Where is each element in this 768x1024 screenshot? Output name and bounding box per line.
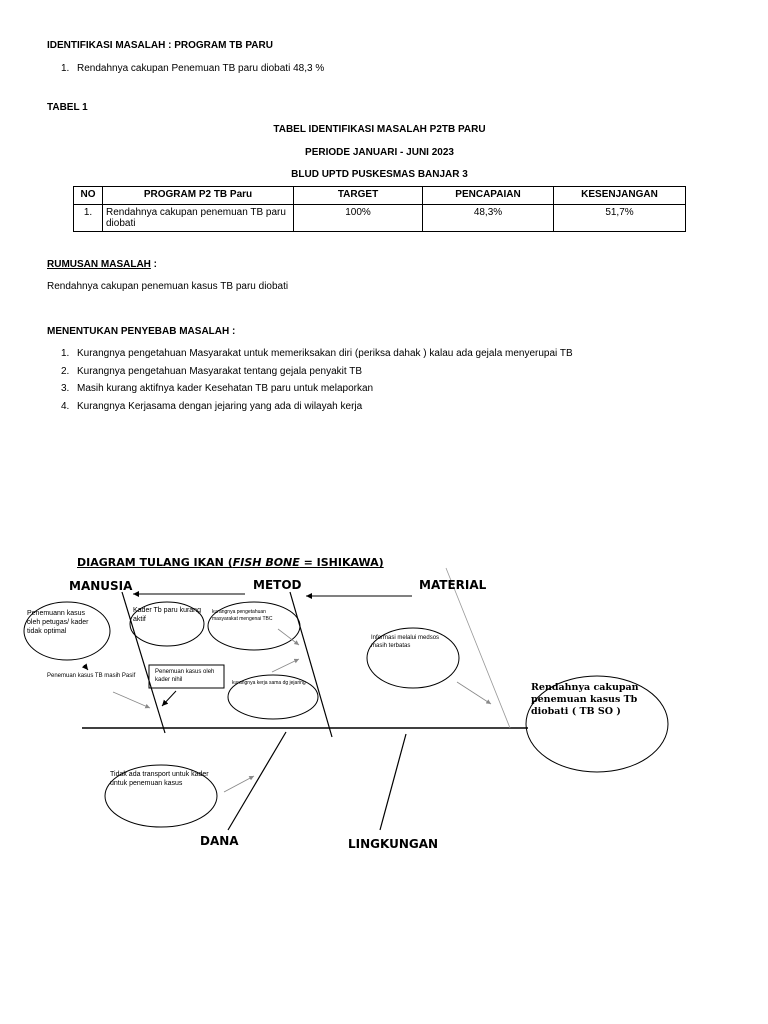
col-program: PROGRAM P2 TB Paru <box>103 187 294 205</box>
cell-kesenjangan: 51,7% <box>554 205 686 232</box>
note-manusia1: Penemuann kasus oleh petugas/ kader tidak optimal <box>27 610 89 635</box>
note-metod4: kurangnya kerja sama dg jejaring <box>232 680 306 686</box>
arrow-small <box>113 692 150 708</box>
table-org: BLUD UPTD PUSKESMAS BANJAR 3 <box>291 169 468 180</box>
category-manusia: MANUSIA <box>69 579 133 593</box>
cell-no: 1. <box>74 205 103 232</box>
note-material1: Informasi melalui medsos masih terbatas <box>371 635 440 649</box>
arrow-small <box>457 682 491 704</box>
rumusan-colon: : <box>150 259 157 270</box>
cell-target: 100% <box>294 205 423 232</box>
arrow-small <box>278 629 299 645</box>
list-item-number: 4. <box>61 400 70 412</box>
arrow-small <box>272 659 299 672</box>
category-metod: METOD <box>253 578 302 592</box>
list-item-text: Kurangnya pengetahuan Masyarakat tentang gejala penyakit TB <box>77 365 363 377</box>
list-item-text: Kurangnya pengetahuan Masyarakat untuk memeriksakan diri (periksa dahak ) kalau ada gejala menyerupai TB <box>77 348 573 359</box>
diagram-title-c: = ISHIKAWA) <box>299 556 384 569</box>
list-item-number: 1. <box>61 348 70 359</box>
cell-pencapaian: 48,3% <box>423 205 554 232</box>
category-lingkungan: LINGKUNGAN <box>348 837 439 851</box>
note-metod1: Kader Tb paru kurang aktif <box>133 607 201 623</box>
list-item-text: Masih kurang aktifnya kader Kesehatan TB paru untuk melaporkan <box>77 383 374 394</box>
table-period: PERIODE JANUARI - JUNI 2023 <box>305 147 454 158</box>
list-item-number: 1. <box>61 63 70 74</box>
effect-text: Rendahnya cakupan penemuan kasus Tb diobati ( TB SO ) <box>531 682 639 717</box>
table-label: TABEL 1 <box>47 102 88 113</box>
note-manusia2: Penemuan kasus TB masih Pasif <box>47 673 136 679</box>
cell-program: Rendahnya cakupan penemuan TB paru diobati <box>103 205 294 232</box>
note-metod2: Penemuan kasus oleh kader nihil <box>155 669 215 683</box>
category-material: MATERIAL <box>419 578 487 592</box>
list-item-number: 2. <box>61 365 70 377</box>
arrow-small <box>224 776 254 792</box>
arrow-small <box>84 665 88 670</box>
table-title: TABEL IDENTIFIKASI MASALAH P2TB PARU <box>273 124 486 135</box>
penyebab-heading: MENENTUKAN PENYEBAB MASALAH : <box>47 326 236 337</box>
bone-dana <box>228 732 286 830</box>
list-item-number: 3. <box>61 383 70 394</box>
note-dana1: Tidak ada transport untuk kader untuk penemuan kasus <box>110 771 209 787</box>
arrow-small <box>162 691 176 706</box>
col-kesenjangan: KESENJANGAN <box>554 187 686 205</box>
col-pencapaian: PENCAPAIAN <box>423 187 554 205</box>
diagram-title-b: FISH BONE <box>232 556 300 569</box>
bone-metod <box>290 592 332 737</box>
list-item-text: Kurangnya Kerjasama dengan jejaring yang ada di wilayah kerja <box>77 400 363 412</box>
note-metod3: kurangnya pengetahuan masyarakat mengenai TBC <box>212 609 273 622</box>
col-target: TARGET <box>294 187 423 205</box>
list-item-text: Rendahnya cakupan Penemuan TB paru diobati 48,3 % <box>77 63 325 74</box>
rumusan-text: Rendahnya cakupan penemuan kasus TB paru diobati <box>47 281 289 292</box>
col-no: NO <box>74 187 103 205</box>
bone-lingkungan <box>380 734 406 830</box>
diagram-title-a: DIAGRAM TULANG IKAN ( <box>77 556 233 569</box>
page-heading: IDENTIFIKASI MASALAH : PROGRAM TB PARU <box>47 40 273 51</box>
rumusan-heading: RUMUSAN MASALAH <box>47 259 151 270</box>
category-dana: DANA <box>200 834 239 848</box>
bone-material <box>446 568 510 728</box>
